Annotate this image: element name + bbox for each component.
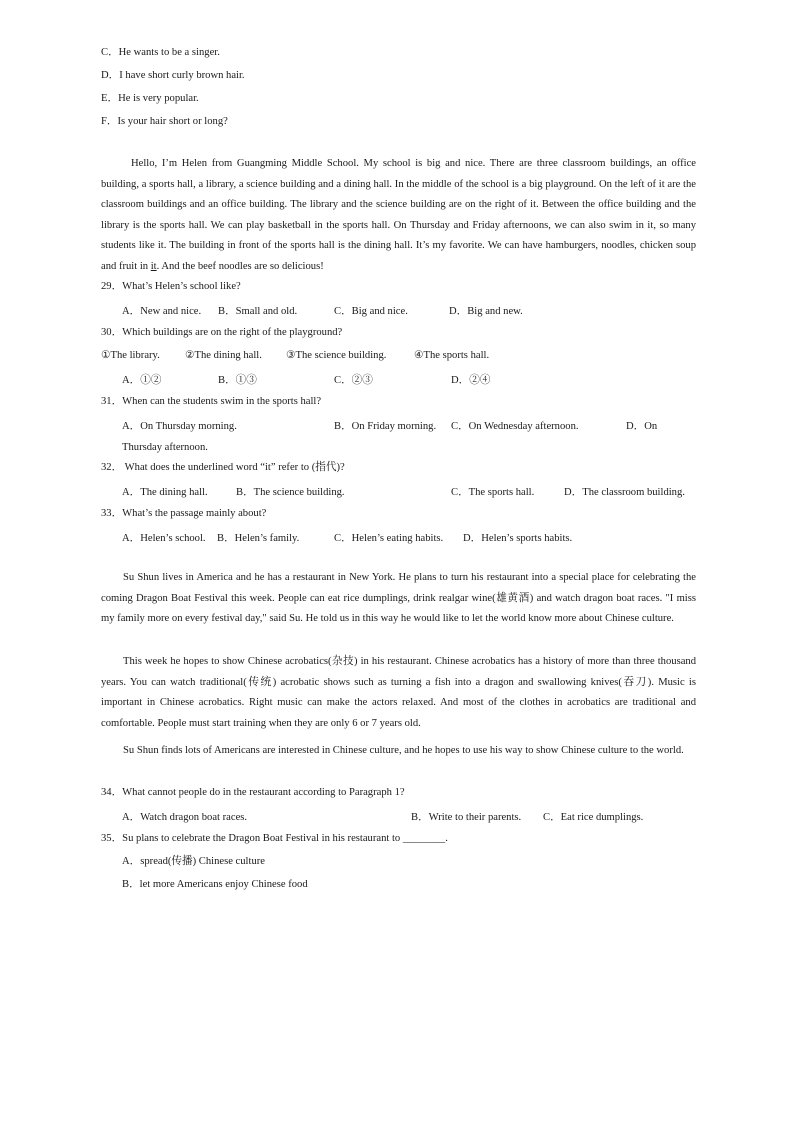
question-34: 34．What cannot people do in the restaurant according to Paragraph 1? [101,787,405,798]
option-c: C．He wants to be a singer. [101,47,220,58]
option-d: D．I have short curly brown hair. [101,70,245,81]
passage2-p2-text: This week he hopes to show Chinese acrobatics(杂技) in his restaurant. Chinese acrobatics has a history of more than three thousand years. You can watch traditional(传统) acrobatic shows such as turning a fish into a dragon and swallowing knives(吞刀). Music is important in Chinese acrobatics. Right music can make the actors relaxed. And most of the clothes in acrobatics are traditional and comfortable. People must start training when they are only 6 or 7 years old. [101,656,696,729]
q30-option-b: B．①③ [218,375,257,386]
q30-items [0,349,794,363]
option-e: E．He is very popular. [101,93,199,104]
q32-option-d: D．The classroom building. [564,487,685,498]
question-30: 30．Which buildings are on the right of the playground? [101,327,343,338]
passage2-p3-text: Su Shun finds lots of Americans are interested in Chinese culture, and he hopes to use his way to show Chinese culture to the world. [123,745,684,756]
q30-option-d: D．②④ [451,375,491,386]
q33-option-d: D．Helen’s sports habits. [463,533,573,544]
q31-option-b: B．On Friday morning. [334,421,437,432]
q32-options [0,484,794,498]
q30-item-4: ④The sports hall. [414,350,490,361]
q33-option-a: A．Helen’s school. [122,533,206,544]
passage-su-shun-p3 [101,741,696,762]
question-32: 32． What does the underlined word “it” refer to (指代)? [101,462,345,473]
q31-option-d: D．On [626,421,658,432]
q33-option-b: B．Helen’s family. [217,533,300,544]
q29-option-b: B．Small and old. [218,306,298,317]
q29-option-d: D．Big and new. [449,306,523,317]
q33-options [0,530,794,544]
passage2-p1-text: Su Shun lives in America and he has a restaurant in New York. He plans to turn his restaurant into a special place for celebrating the coming Dragon Boat Festival this week. People can eat rice dumplings, drink realgar wine(雄黄酒) and watch dragon boat races. "I miss my family more on every festival day," said Su. He told us in this way he would like to let the world know more about Chinese culture. [101,572,696,624]
q31-options [0,418,794,432]
q32-option-c: C．The sports hall. [451,487,535,498]
q35-option-b: B．let more Americans enjoy Chinese food [122,879,308,890]
q31-option-c: C．On Wednesday afternoon. [451,421,579,432]
passage-su-shun-p1 [101,568,696,630]
q32-option-b: B．The science building. [236,487,345,498]
q29-option-c: C．Big and nice. [334,306,408,317]
q30-item-2: ②The dining hall. [185,350,262,361]
q30-options [0,372,794,386]
q35-option-a: A．spread(传播) Chinese culture [122,856,265,867]
q30-item-3: ③The science building. [286,350,387,361]
q32-option-a: A．The dining hall. [122,487,208,498]
underlined-word: it [150,260,157,272]
passage-text: Hello, I’m Helen from Guangming Middle School. My school is big and nice. There are three classroom buildings, an office building, a sports hall, a library, a science building and a dining hall. In the middle of the school is a big playground. On the left of it are the classroom buildings and an office building. The library and the science building are on the right of it. Between the office building and the library is the sports hall. We can play basketball in the sports hall. On Thursday and Friday afternoons, we can also swim in it, so many students like it. The building in front of the sports hall is the dining hall. It’s my favorite. We can have hamburgers, noodles, chicken soup and fruit in [101,158,696,272]
q29-options [0,303,794,317]
q31-option-a: A．On Thursday morning. [122,421,237,432]
question-33: 33．What’s the passage mainly about? [101,508,267,519]
q34-option-b: B．Write to their parents. [411,812,522,823]
q31-option-d-cont: Thursday afternoon. [122,442,208,453]
q30-option-a: A．①② [122,375,162,386]
q29-option-a: A．New and nice. [122,306,202,317]
q34-option-a: A．Watch dragon boat races. [122,812,248,823]
question-29: 29．What’s Helen’s school like? [101,281,241,292]
q33-option-c: C．Helen’s eating habits. [334,533,444,544]
q30-item-1: ①The library. [101,350,160,361]
option-f: F．Is your hair short or long? [101,116,228,127]
q34-option-c: C．Eat rice dumplings. [543,812,644,823]
passage-text-end: . And the beef noodles are so delicious! [156,260,324,272]
q34-options [0,809,794,823]
q30-option-c: C．②③ [334,375,373,386]
question-31: 31．When can the students swim in the sports hall? [101,396,322,407]
passage-su-shun-p2 [101,652,696,734]
passage-helen-school [101,154,696,277]
question-35: 35．Su plans to celebrate the Dragon Boat Festival in his restaurant to ________. [101,833,448,844]
